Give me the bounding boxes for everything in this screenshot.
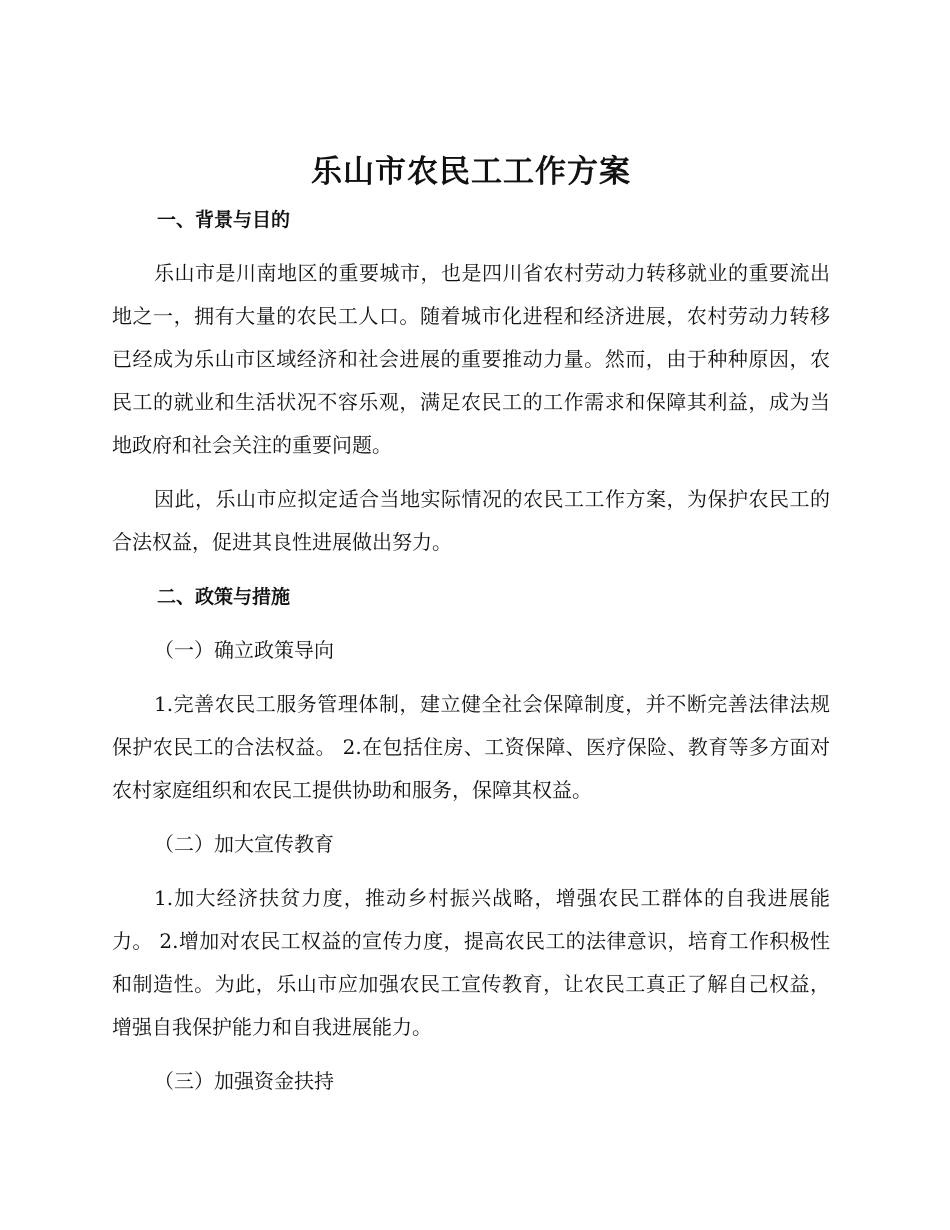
section-heading-background: 一、背景与目的 <box>157 209 291 231</box>
subheading-publicity-education: （二）加大宣传教育 <box>154 832 334 856</box>
document-title: 乐山市农民工工作方案 <box>311 154 631 190</box>
paragraph-background: 乐山市是川南地区的重要城市，也是四川省农村劳动力转移就业的重要流出地之一，拥有大量的农民工人口。随着城市化进程和经济进展，农村劳动力转移已经成为乐山市区域经济和社会进展的重要推动力量。然而，由于种种原因，农民工的就业和生活状况不容乐观，满足农民工的工作需求和保障其利益，成为当地政府和社会关注的重要问题。 <box>112 261 830 457</box>
subheading-policy-direction: （一）确立政策导向 <box>154 638 334 662</box>
paragraph-publicity-education: 1.加大经济扶贫力度，推动乡村振兴战略，增强农民工群体的自我进展能力。 2.增加对农民工权益的宣传力度，提高农民工的法律意识，培育工作积极性和制造性。为此，乐山市应加强农民工宣传教育，让农民工真正了解自己权益，增强自我保护能力和自我进展能力。 <box>112 886 830 1039</box>
paragraph-conclusion: 因此，乐山市应拟定适合当地实际情况的农民工工作方案，为保护农民工的合法权益，促进其良性进展做出努力。 <box>112 487 830 554</box>
section-heading-policies: 二、政策与措施 <box>157 586 291 608</box>
subheading-funding-support: （三）加强资金扶持 <box>154 1069 334 1093</box>
paragraph-policy-direction: 1.完善农民工服务管理体制，建立健全社会保障制度，并不断完善法律法规保护农民工的合法权益。 2.在包括住房、工资保障、医疗保险、教育等多方面对农村家庭组织和农民工提供协助和服务，保障其权益。 <box>112 692 830 802</box>
